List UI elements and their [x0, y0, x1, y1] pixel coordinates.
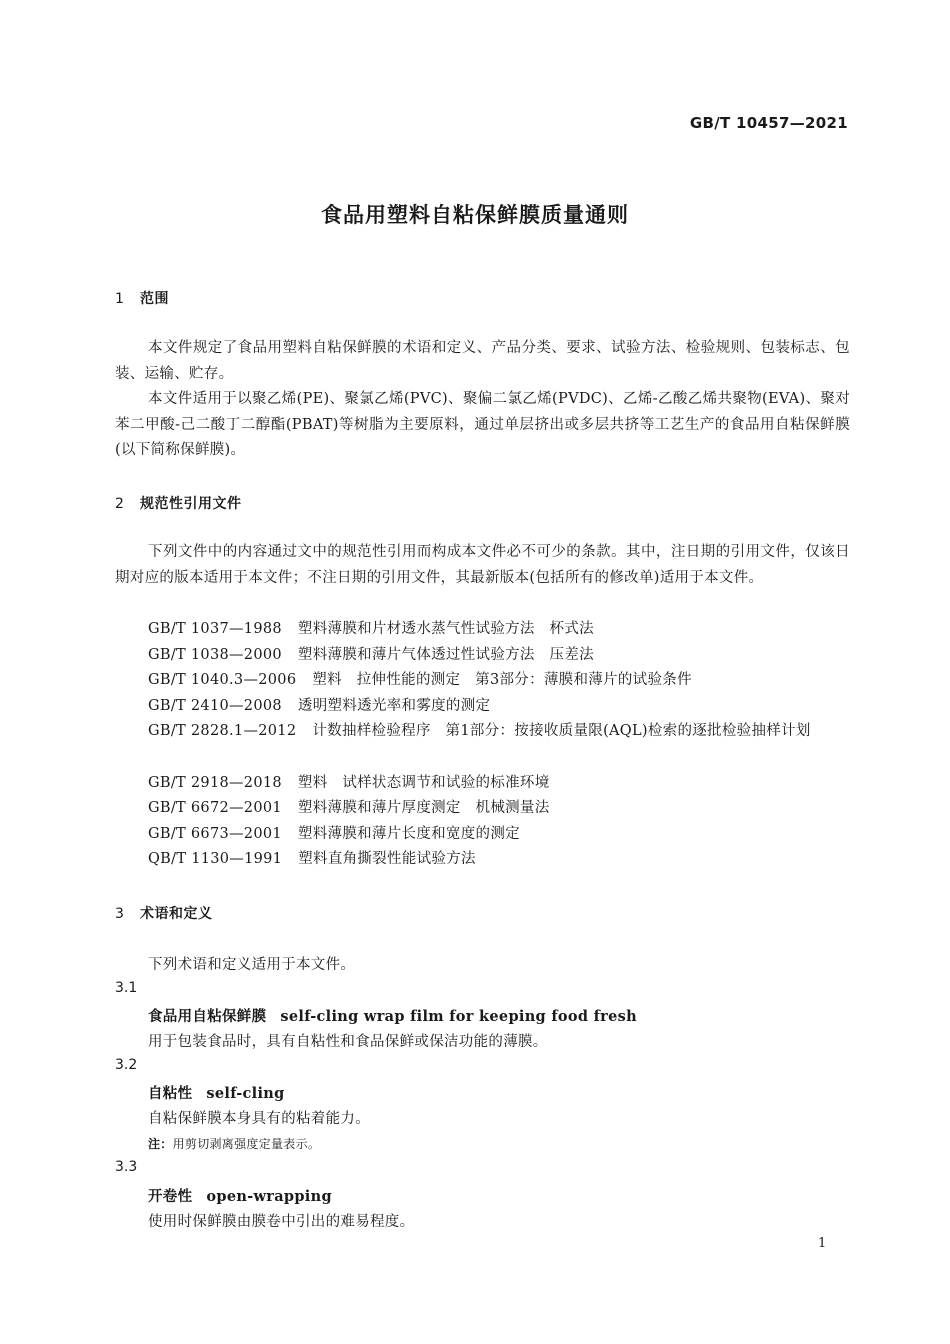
reference-code: GB/T 6672—2001: [148, 800, 282, 816]
section-heading-scope: [115, 288, 169, 308]
reference-item: [148, 847, 476, 873]
term-english: open-wrapping: [206, 1188, 332, 1205]
terms-intro: 下列术语和定义适用于本文件。: [148, 957, 356, 973]
reference-title: 计数抽样检验程序 第1部分：按接收质量限(AQL)检索的逐批检验抽样计划: [312, 723, 811, 739]
reference-item: [148, 796, 550, 822]
term-chinese: 食品用自粘保鲜膜: [148, 1009, 267, 1025]
reference-item: [148, 668, 692, 694]
note-label: 注：: [148, 1137, 173, 1151]
reference-code: GB/T 1037—1988: [148, 621, 282, 637]
clause-number: 3.3: [115, 1159, 138, 1175]
document-title: 食品用塑料自粘保鲜膜质量通则: [321, 203, 629, 227]
term-definition: 自粘保鲜膜本身具有的粘着能力。: [148, 1111, 370, 1127]
term-chinese: 开卷性: [148, 1189, 193, 1205]
scope-paragraph-1: 本文件规定了食品用塑料自粘保鲜膜的术语和定义、产品分类、要求、试验方法、检验规则、包装标志、包装、运输、贮存。: [115, 340, 850, 382]
section-heading-references: [115, 493, 242, 513]
reference-title: 塑料薄膜和片材透水蒸气性试验方法 杯式法: [297, 621, 594, 637]
reference-code: GB/T 6673—2001: [148, 826, 282, 842]
term-entry: [148, 1185, 332, 1206]
page-number: 1: [818, 1236, 827, 1251]
term-english: self-cling: [206, 1085, 285, 1102]
reference-title: 透明塑料透光率和雾度的测定: [297, 698, 491, 714]
reference-item: [148, 822, 520, 848]
reference-item: [115, 719, 850, 745]
reference-title: 塑料薄膜和薄片长度和宽度的测定: [297, 826, 520, 842]
term-definition: 使用时保鲜膜由膜卷中引出的难易程度。: [148, 1214, 415, 1230]
reference-item: [148, 771, 550, 797]
section-number: 3: [115, 906, 125, 922]
term-english: self-cling wrap film for keeping food fresh: [280, 1008, 637, 1025]
reference-code: QB/T 1130—1991: [148, 851, 283, 867]
term-entry: [148, 1082, 285, 1103]
reference-item: [148, 643, 594, 669]
reference-item: [148, 617, 594, 643]
clause-number: 3.1: [115, 980, 138, 996]
section-title: 范围: [140, 291, 169, 307]
reference-title: 塑料 拉伸性能的测定 第3部分：薄膜和薄片的试验条件: [312, 672, 692, 688]
standard-code: GB/T 10457—2021: [689, 114, 848, 132]
section-heading-terms: [115, 903, 213, 923]
reference-title: 塑料薄膜和薄片气体透过性试验方法 压差法: [297, 647, 594, 663]
section-title: 术语和定义: [140, 906, 213, 922]
reference-item: [148, 694, 490, 720]
section-number: 1: [115, 291, 125, 307]
section-number: 2: [115, 496, 125, 512]
reference-code: GB/T 1038—2000: [148, 647, 282, 663]
clause-number: 3.2: [115, 1057, 138, 1073]
reference-title: 塑料薄膜和薄片厚度测定 机械测量法: [297, 800, 550, 816]
references-intro: 下列文件中的内容通过文中的规范性引用而构成本文件必不可少的条款。其中，注日期的引用文件，仅该日期对应的版本适用于本文件；不注日期的引用文件，其最新版本(包括所有的修改单)适用于本文件。: [115, 544, 850, 586]
reference-title: 塑料直角撕裂性能试验方法: [298, 851, 476, 867]
reference-code: GB/T 1040.3—2006: [148, 672, 297, 688]
term-definition: 用于包装食品时，具有自粘性和食品保鲜或保洁功能的薄膜。: [148, 1034, 548, 1050]
scope-paragraph-2: 本文件适用于以聚乙烯(PE)、聚氯乙烯(PVC)、聚偏二氯乙烯(PVDC)、乙烯-乙酸乙烯共聚物(EVA)、聚对苯二甲酸-己二酸丁二醇酯(PBAT)等树脂为主要原料，通过单层挤出或多层共挤等工艺生产的食品用自粘保鲜膜(以下简称保鲜膜)。: [115, 391, 850, 459]
reference-code: GB/T 2410—2008: [148, 698, 282, 714]
section-title: 规范性引用文件: [140, 496, 242, 512]
note-text: 用剪切剥离强度定量表示。: [172, 1137, 321, 1151]
reference-code: GB/T 2828.1—2012: [148, 723, 297, 739]
term-entry: [148, 1005, 637, 1026]
term-chinese: 自粘性: [148, 1086, 193, 1102]
reference-title: 塑料 试样状态调节和试验的标准环境: [297, 775, 550, 791]
term-note: [148, 1135, 320, 1152]
reference-code: GB/T 2918—2018: [148, 775, 282, 791]
